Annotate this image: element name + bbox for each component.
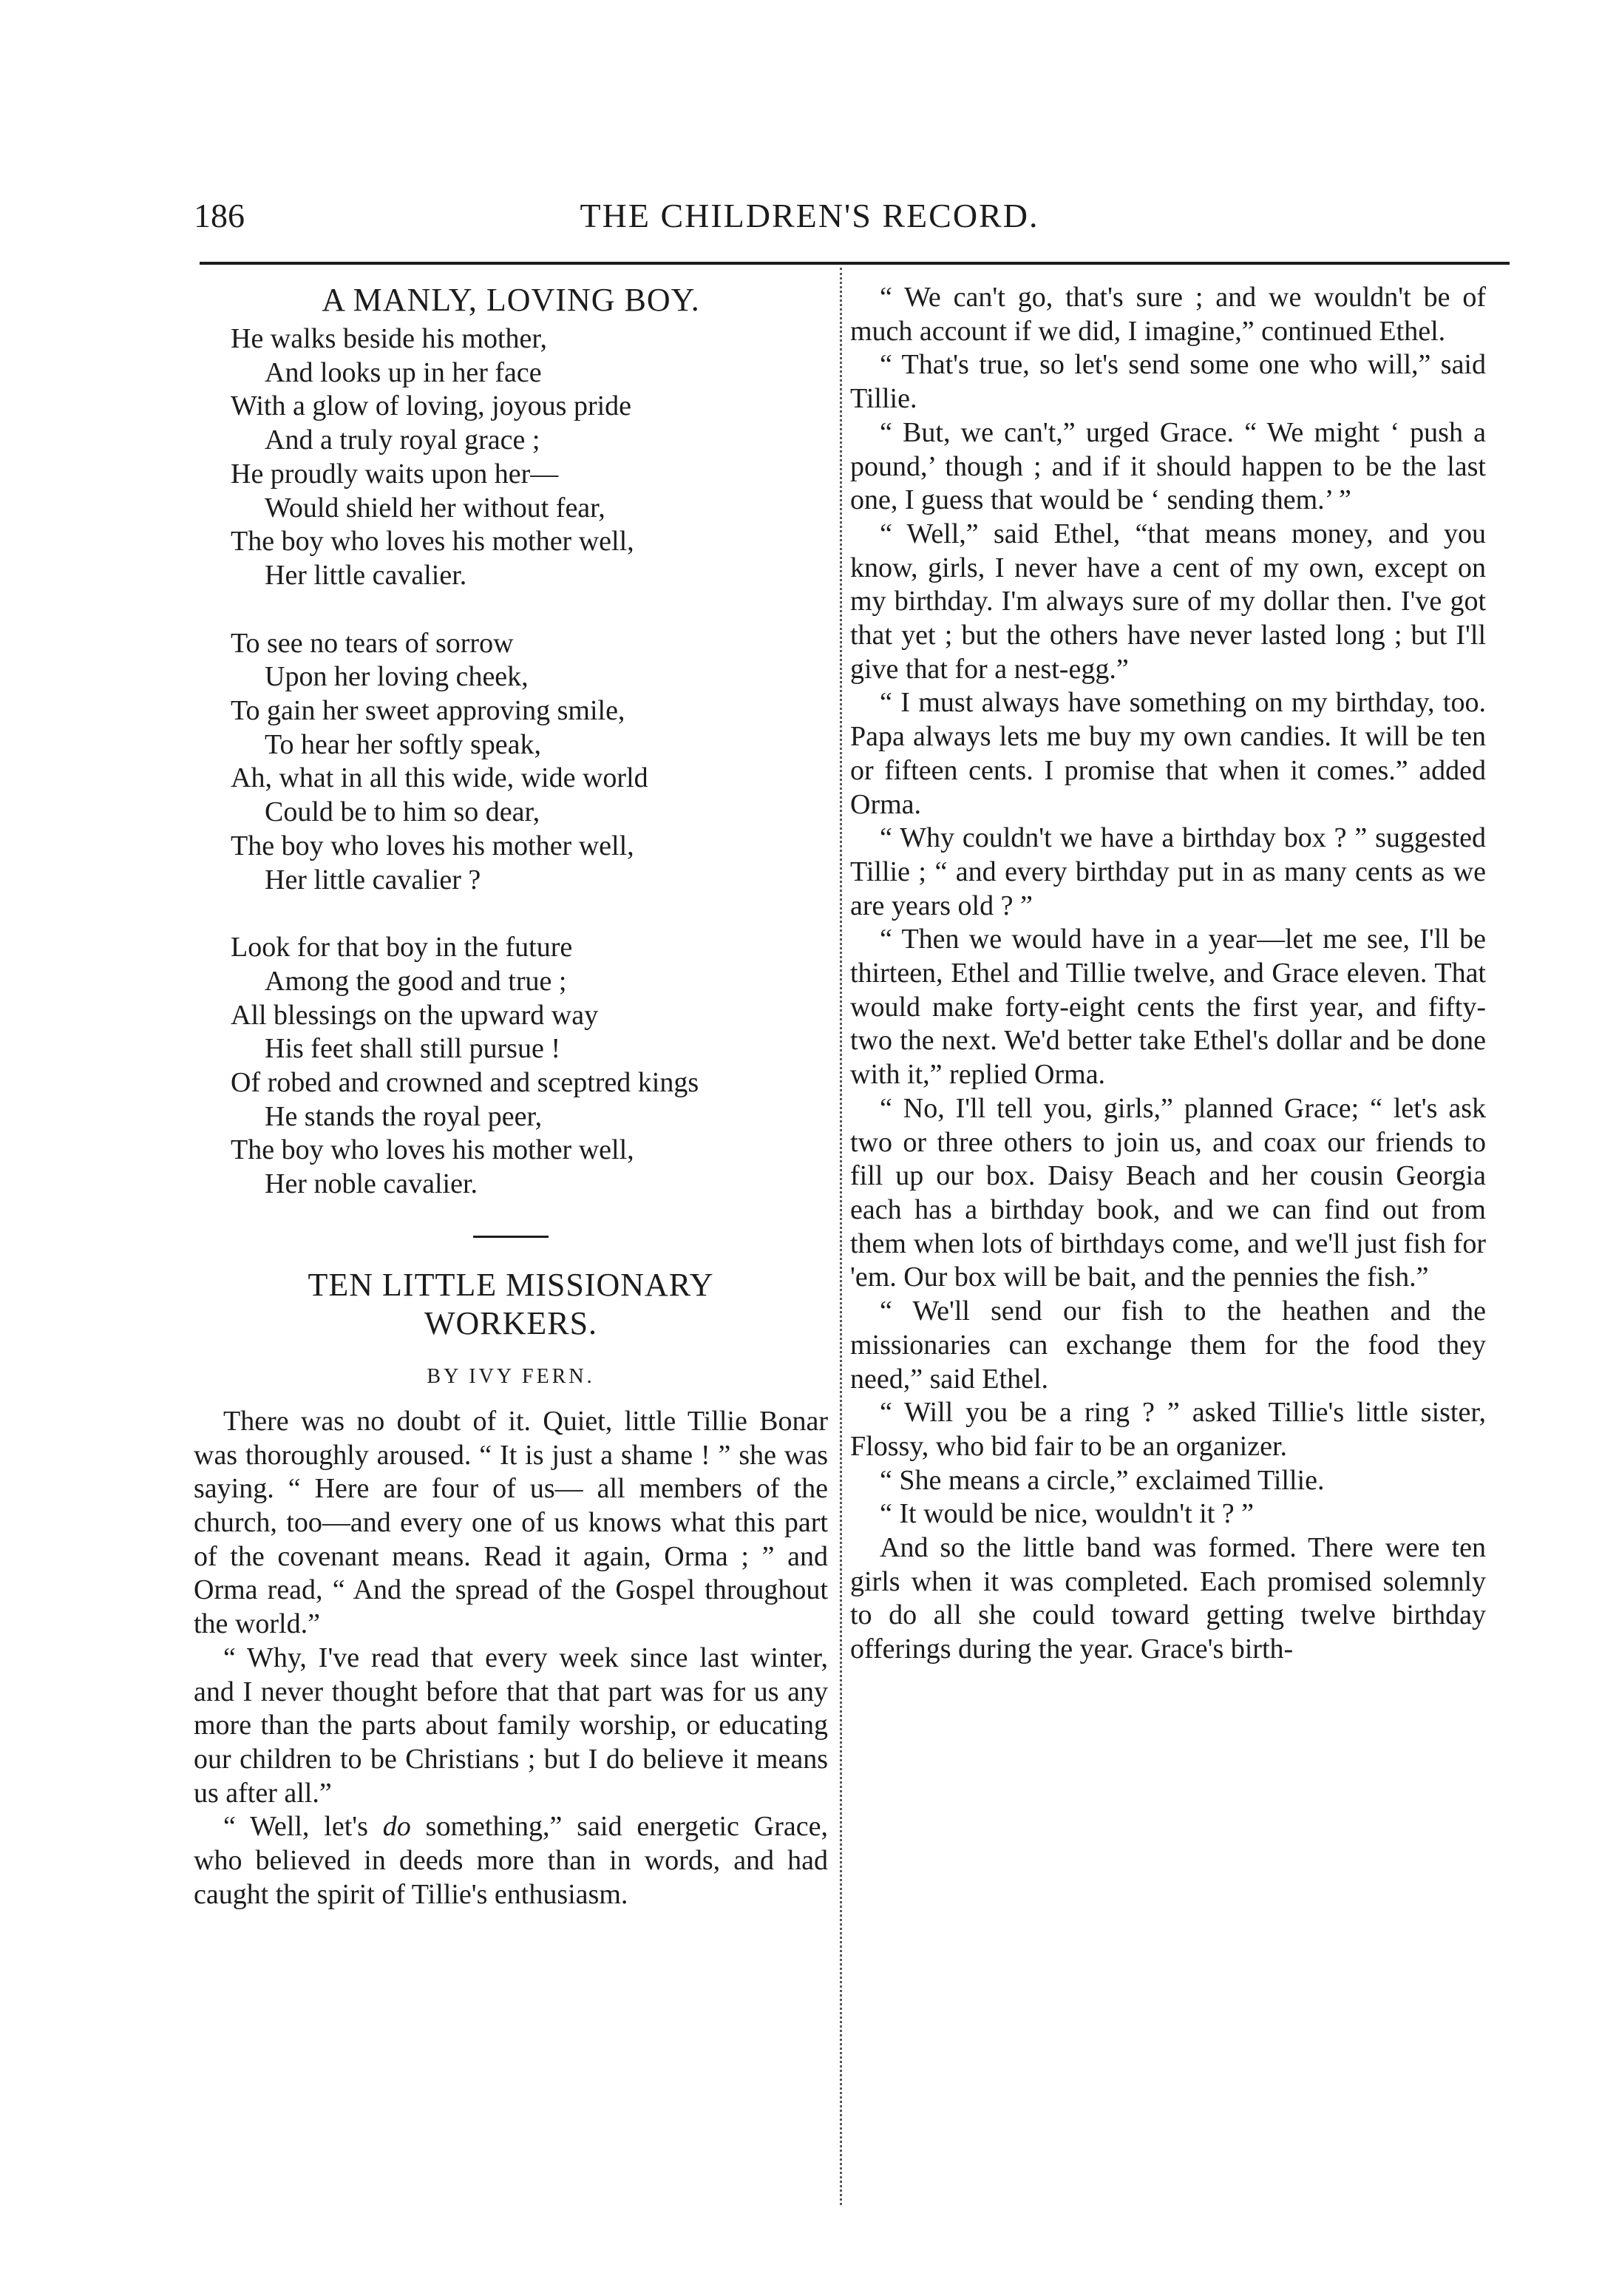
poem-line: He proudly waits upon her— — [231, 458, 559, 490]
story-paragraph: “ It would be nice, wouldn't it ? ” — [880, 1498, 1254, 1530]
poem-line: Upon her loving cheek, — [265, 661, 529, 693]
emphasized-word: do — [382, 1811, 411, 1843]
poem-stanza-1 — [194, 322, 828, 593]
story-paragraph: “ Will you be a ring ? ” asked Tillie's little sister, Flossy, who bid fair to be an organizer. — [850, 1397, 1486, 1462]
poem-line: All blessings on the upward way — [231, 999, 599, 1031]
column-divider — [840, 268, 842, 2205]
poem-line: To gain her sweet approving smile, — [231, 695, 625, 727]
poem-title: A MANLY, LOVING BOY. — [322, 282, 700, 318]
story-paragraph: There was no doubt of it. Quiet, little Tillie Bonar was thoroughly aroused. “ It is just a shame ! ” she was saying. “ Here are four of us— all members of the church, too—and every one of us knows what this part of the covenant means. Read it again, Orma ; ” and Orma read, “ And the spread of the Gospel throughout the world.” — [194, 1405, 828, 1640]
poem-line: The boy who loves his mother well, — [231, 1134, 634, 1166]
story-paragraph — [194, 1810, 828, 1911]
story-paragraph: “ That's true, so let's send some one who will,” said Tillie. — [850, 349, 1486, 415]
story-paragraph: “ We'll send our fish to the heathen and the missionaries can exchange them for the food they need,” said Ethel. — [850, 1296, 1486, 1395]
poem-line: Her little cavalier ? — [265, 864, 481, 895]
poem-line: Her noble cavalier. — [265, 1168, 478, 1200]
story-byline: BY IVY FERN. — [427, 1364, 595, 1388]
poem-line: And looks up in her face — [265, 356, 542, 388]
right-column — [850, 281, 1486, 1667]
poem-line: Ah, what in all this wide, wide world — [231, 762, 648, 794]
page-number: 186 — [194, 197, 245, 234]
running-head: THE CHILDREN'S RECORD. — [580, 197, 1039, 234]
poem-line: He walks beside his mother, — [231, 323, 548, 354]
poem-line: His feet shall still pursue ! — [265, 1033, 560, 1065]
poem-line: To hear her softly speak, — [265, 728, 542, 760]
header-rule — [200, 262, 1510, 265]
poem-line: The boy who loves his mother well, — [231, 830, 634, 861]
story-paragraph: “ Why couldn't we have a birthday box ? ” suggested Tillie ; “ and every birthday put in as many cents as we are years old ? ” — [850, 822, 1486, 921]
story-title-line-1: TEN LITTLE MISSIONARY — [308, 1266, 714, 1303]
paragraph-text: “ Well, let's — [223, 1811, 383, 1843]
poem-stanza-3 — [194, 931, 828, 1202]
poem-line: He stands the royal peer, — [265, 1100, 543, 1132]
story-paragraph: “ Why, I've read that every week since last winter, and I never thought before that that part was for us any more than the parts about family worship, or educating our children to be Christians ; but I do believe it means us after all.” — [194, 1642, 828, 1809]
poem-line: And a truly royal grace ; — [265, 424, 540, 456]
story-paragraph: “ But, we can't,” urged Grace. “ We might ‘ push a pound,’ though ; and if it should happen to be the last one, I guess that would be ‘ sending them.’ ” — [850, 416, 1486, 516]
poem-line: With a glow of loving, joyous pride — [231, 390, 632, 422]
section-divider — [473, 1236, 549, 1238]
poem-line: Among the good and true ; — [265, 965, 567, 997]
story-paragraph: “ No, I'll tell you, girls,” planned Grace; “ let's ask two or three others to join us, and coax our friends to fill up our box. Daisy Beach and her cousin Georgia each has a birthday book, and we can find out from them when lots of birthdays come, and we'll just fish for 'em. Our box will be bait, and the pennies the fish.” — [850, 1092, 1486, 1293]
poem-line: To see no tears of sorrow — [231, 627, 514, 659]
poem-line: Look for that boy in the future — [231, 932, 573, 964]
story-paragraph: “ Well,” said Ethel, “that means money, and you know, girls, I never have a cent of my own, except on my birthday. I'm always sure of my dollar then. I've got that yet ; but the others have never lasted long ; but I'll give that for a nest-egg.” — [850, 518, 1486, 685]
story-paragraph: “ She means a circle,” exclaimed Tillie. — [880, 1464, 1325, 1496]
story-paragraph: “ Then we would have in a year—let me see, I'll be thirteen, Ethel and Tillie twelve, and Grace eleven. That would make forty-eight cents the first year, and fifty-two the next. We'd better take Ethel's dollar and be done with it,” replied Orma. — [850, 924, 1486, 1091]
poem-line: Her little cavalier. — [265, 559, 467, 591]
story-paragraph: “ I must always have something on my birthday, too. Papa always lets me buy my own candies. It will be ten or fifteen cents. I promise that when it comes.” added Orma. — [850, 687, 1486, 820]
left-column — [194, 281, 828, 1911]
poem-line: Of robed and crowned and sceptred kings — [231, 1067, 699, 1099]
poem-line: Would shield her without fear, — [265, 492, 605, 524]
paragraph-text: something,” said energetic Grace, who believed in deeds more than in words, and had caught the spirit of Tillie's enthusiasm. — [194, 1811, 828, 1910]
story-paragraph: “ We can't go, that's sure ; and we wouldn't be of much account if we did, I imagine,” continued Ethel. — [850, 282, 1486, 347]
poem-stanza-2 — [194, 627, 828, 898]
story-paragraph: And so the little band was formed. There were ten girls when it was completed. Each promised solemnly to do all she could toward getting twelve birthday offerings during the year. Grace's birth- — [850, 1532, 1486, 1665]
story-title-line-2: WORKERS. — [424, 1304, 598, 1341]
poem-line: Could be to him so dear, — [265, 796, 540, 828]
poem-line: The boy who loves his mother well, — [231, 526, 634, 558]
